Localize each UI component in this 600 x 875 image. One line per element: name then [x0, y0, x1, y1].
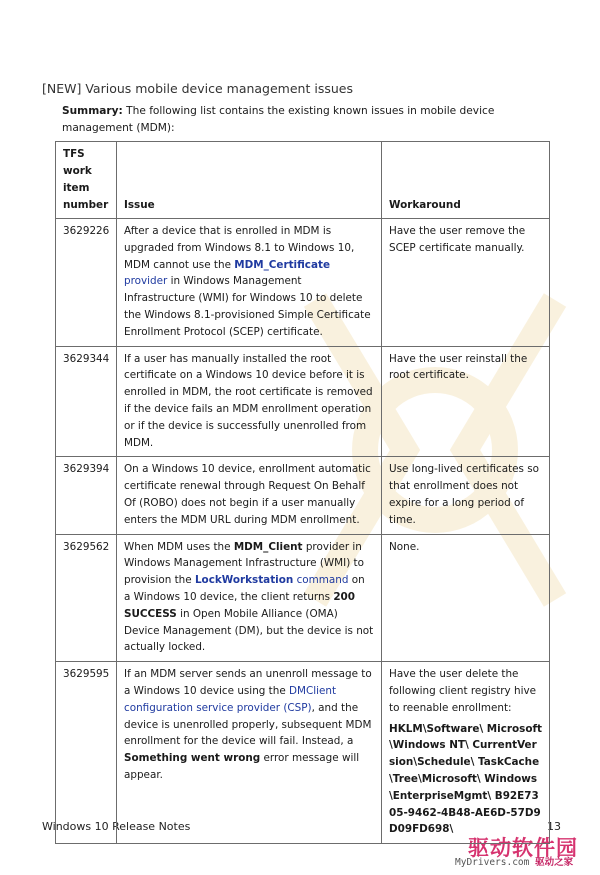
- row-issue: On a Windows 10 device, enrollment automatic certificate renewal through Request On Behalf Of (ROBO) does not begin if a user manually enters the MDM URL during MDM enrollment.: [117, 457, 382, 534]
- row-workaround: Have the user reinstall the root certificate.: [382, 346, 550, 457]
- issue-text: , and the device is unenrolled properly, subsequent MDM enrollment for the device will fail. Instead, a: [124, 701, 372, 748]
- brand-name: 驱动软件园: [468, 836, 578, 860]
- workaround-text: Have the user delete the following client registry hive to reenable enrollment:: [389, 668, 537, 714]
- link-text: provider: [124, 275, 168, 288]
- link-bold-text: LockWorkstation: [194, 574, 294, 587]
- header-workaround: Workaround: [382, 142, 550, 219]
- summary-label: Summary:: [62, 105, 123, 117]
- section-title: [NEW] Various mobile device management issues: [42, 81, 353, 96]
- table-row: [56, 219, 550, 347]
- table-header-row: [56, 142, 550, 219]
- header-tfs-line2: item: [63, 182, 90, 194]
- footer-doc-title: Windows 10 Release Notes: [42, 820, 191, 833]
- registry-path: HKLM\Software\ Microsoft\Windows NT\ CurrentVersion\Schedule\ TaskCache\Tree\Microsoft\ Windows\EnterpriseMgmt\ B92E7305-9462-4B48-AE6D-57D9D09FD698\: [389, 722, 542, 836]
- table-row: [56, 457, 550, 534]
- link-text: command: [293, 574, 349, 587]
- header-tfs-line1: TFS work: [63, 148, 92, 177]
- row-issue: If a user has manually installed the root certificate on a Windows 10 device before it is enrolled in MDM, the root certificate is removed if the device fails an MDM enrollment operation or if the device is successfully unenrolled from MDM.: [117, 346, 382, 457]
- issue-text: provider in Windows Management Infrastructure (WMI) to provision the: [124, 540, 364, 587]
- summary-text: The following list contains the existing known issues in mobile device management (MDM):: [62, 105, 495, 134]
- row-id: 3629562: [56, 534, 117, 662]
- issue-text: in Open Mobile Alliance (OMA) Device Management (DM), but the device is not actually locked.: [124, 607, 374, 654]
- issues-table: [55, 141, 550, 844]
- header-tfs-number: [56, 142, 117, 219]
- header-tfs-line3: number: [63, 199, 109, 211]
- summary-paragraph: [62, 103, 542, 136]
- footer-page-number: 13: [547, 820, 561, 833]
- row-workaround: Use long-lived certificates so that enrollment does not expire for a long period of time.: [382, 457, 550, 534]
- row-workaround: None.: [382, 534, 550, 662]
- row-issue: [117, 662, 382, 844]
- issue-text: on a Windows 10 device, the client returns: [124, 574, 365, 603]
- row-issue: [117, 534, 382, 662]
- dmclient-csp-link[interactable]: DMClient configuration service provider (CSP): [124, 684, 337, 714]
- bold-term: MDM_Client: [233, 540, 303, 553]
- row-workaround: [382, 662, 550, 844]
- row-issue: [117, 219, 382, 347]
- brand-url-line: [455, 854, 573, 868]
- issue-text: When MDM uses the: [124, 540, 234, 553]
- table-row: [56, 534, 550, 662]
- issue-text: If an MDM server sends an unenroll message to a Windows 10 device using the: [124, 668, 372, 697]
- bold-term: Something went wrong: [124, 752, 261, 765]
- lockworkstation-link[interactable]: [195, 574, 349, 586]
- link-bold-text: MDM_Certificate: [234, 258, 330, 271]
- row-id: 3629344: [56, 346, 117, 457]
- row-workaround: Have the user remove the SCEP certificate manually.: [382, 219, 550, 347]
- row-id: 3629595: [56, 662, 117, 844]
- row-id: 3629226: [56, 219, 117, 347]
- brand-url: MyDrivers.com: [455, 857, 530, 868]
- table-row: [56, 346, 550, 457]
- table-row: [56, 662, 550, 844]
- bold-term: 200 SUCCESS: [124, 590, 356, 620]
- row-id: 3629394: [56, 457, 117, 534]
- brand-home: 驱动之家: [535, 857, 574, 868]
- issue-text: in Windows Management Infrastructure (WMI) for Windows 10 to delete the Windows 8.1-provisioned Simple Certificate Enrollment Protocol (SCEP) certificate.: [124, 275, 371, 338]
- header-issue: Issue: [117, 142, 382, 219]
- issue-text: error message will appear.: [124, 752, 360, 781]
- issue-text: After a device that is enrolled in MDM is upgraded from Windows 8.1 to Windows 10, MDM cannot use the: [124, 225, 355, 271]
